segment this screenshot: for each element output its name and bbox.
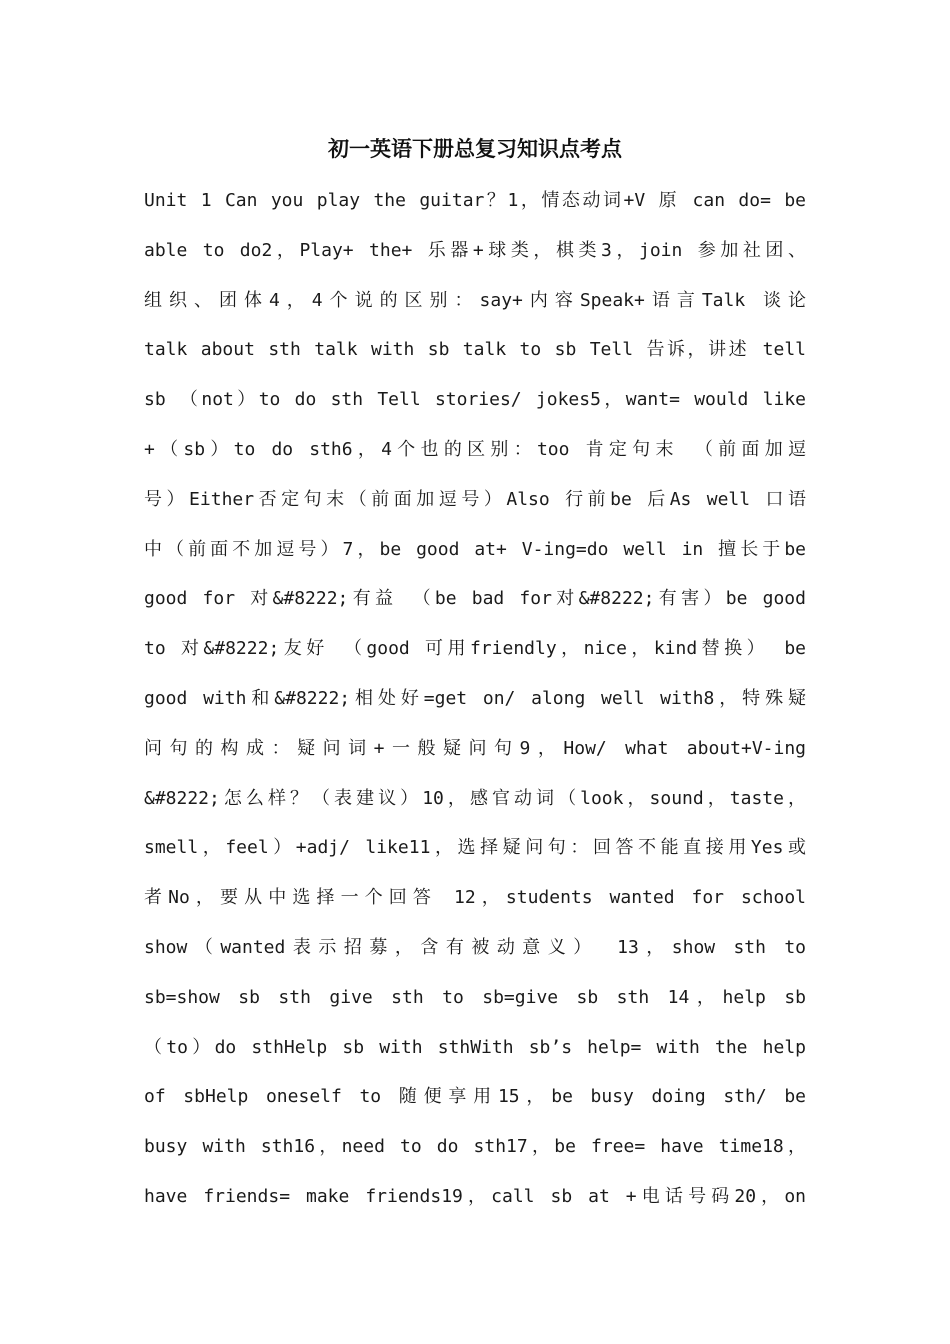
body-line: 组织、团体4，4个说的区别：say+内容Speak+语言Talk 谈论: [144, 289, 806, 311]
body-line: &#8222;怎么样？（表建议）10，感官动词（look，sound，taste，: [144, 787, 806, 809]
body-line: sb （not）to do sth Tell stories/ jokes5，want= would like: [144, 389, 806, 411]
body-line: 号）Either否定句末（前面加逗号）Also 行前be 后As well 口语: [144, 488, 806, 510]
document-title: 初一英语下册总复习知识点考点: [328, 137, 622, 161]
body-line: show（wanted表示招募，含有被动意义） 13，show sth to: [144, 936, 806, 958]
body-line: （to）do sthHelp sb with sthWith sb’s help= with the help: [144, 1036, 806, 1058]
body-line: 问句的构成：疑问词+一般疑问句9，How/ what about+V-ing: [144, 737, 806, 759]
body-line: good with和&#8222;相处好=get on/ along well with8，特殊疑: [144, 687, 806, 709]
body-line: talk about sth talk with sb talk to sb Tell 告诉，讲述 tell: [144, 339, 806, 361]
body-line: smell，feel）+adj/ like11，选择疑问句：回答不能直接用Yes或: [144, 837, 806, 859]
document-body: [144, 185, 806, 1231]
body-line: +（sb）to do sth6，4个也的区别：too 肯定句末 （前面加逗: [144, 438, 806, 460]
body-line: sb=show sb sth give sth to sb=give sb sth 14，help sb: [144, 986, 806, 1008]
body-line: Unit 1 Can you play the guitar？1，情态动词+V 原 can do= be: [144, 190, 806, 211]
body-line: of sbHelp oneself to 随便享用15，be busy doing sth/ be: [144, 1086, 806, 1108]
body-line: have friends= make friends19，call sb at +电话号码20，on: [144, 1185, 806, 1207]
body-line: 中（前面不加逗号）7，be good at+ V-ing=do well in 擅长于be: [144, 538, 806, 560]
body-line: good for 对&#8222;有益 （be bad for对&#8222;有害）be good: [144, 588, 806, 610]
body-line: able to do2，Play+ the+ 乐器+球类，棋类3，join 参加社团、: [144, 239, 806, 261]
body-line: busy with sth16，need to do sth17，be free= have time18，: [144, 1136, 806, 1158]
body-line: to 对&#8222;友好 （good 可用friendly，nice，kind替换） be: [144, 638, 806, 660]
body-line: 者No，要从中选择一个回答 12，students wanted for school: [144, 887, 806, 909]
